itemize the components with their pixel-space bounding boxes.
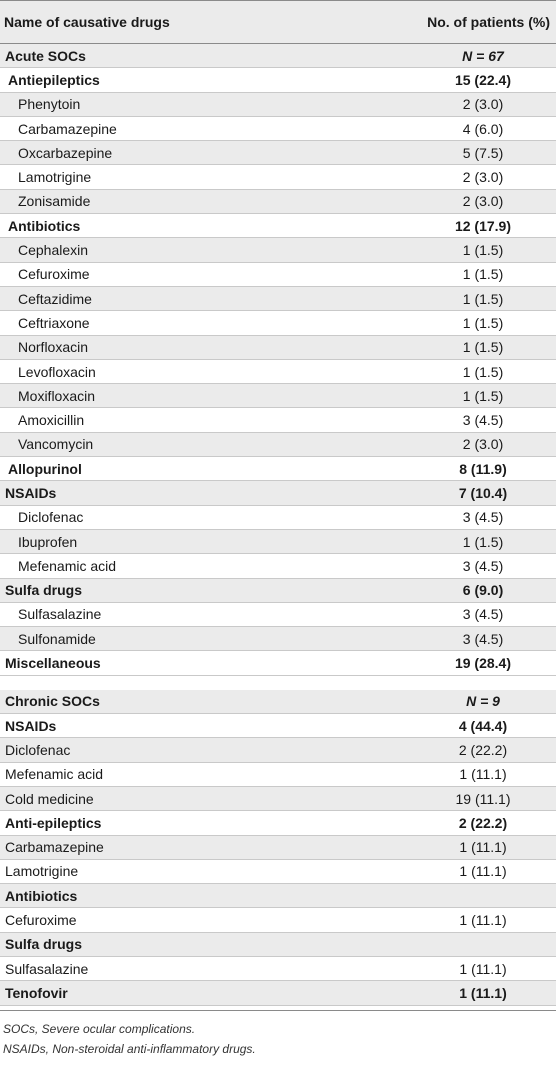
drug-label: Zonisamide: [18, 193, 91, 210]
drug-label: Vancomycin: [18, 436, 94, 453]
drug-label: Mefenamic acid: [18, 557, 117, 574]
drug-value: 2 (3.0): [462, 193, 504, 210]
category-label: Sulfa drugs: [5, 582, 83, 599]
table-row: [0, 627, 556, 651]
drug-label: Sulfasalazine: [18, 606, 102, 623]
category-label: Sulfa drugs: [5, 936, 83, 953]
table-footnotes: [0, 1010, 556, 1059]
section-row-chronic: [0, 690, 556, 714]
drug-label: Sulfasalazine: [5, 960, 89, 977]
drug-label: Mefenamic acid: [5, 766, 104, 783]
drug-label: Cold medicine: [5, 790, 94, 807]
category-label: Allopurinol: [8, 460, 82, 477]
drug-value: 19 (11.1): [455, 790, 511, 807]
category-row: [0, 481, 556, 505]
table-row: [0, 860, 556, 884]
drug-value: 1 (1.5): [462, 533, 504, 550]
category-value: 2 (22.2): [458, 814, 508, 831]
drug-value: 4 (6.0): [462, 120, 504, 137]
drug-label: Carbamazepine: [18, 120, 117, 137]
drug-value: 1 (1.5): [462, 242, 504, 259]
drug-label: Sulfonamide: [18, 630, 96, 647]
drug-value: 1 (1.5): [462, 387, 504, 404]
drug-value: 2 (3.0): [462, 96, 504, 113]
drug-label: Ibuprofen: [18, 533, 78, 550]
drug-value: 2 (22.2): [458, 741, 508, 758]
drug-label: Amoxicillin: [18, 412, 85, 429]
section-title: Chronic SOCs: [5, 693, 100, 710]
drug-label: Diclofenac: [5, 741, 71, 758]
drug-label: Cephalexin: [18, 242, 89, 259]
table-row: [0, 530, 556, 554]
category-label: NSAIDs: [5, 484, 57, 501]
table-row: [0, 165, 556, 189]
category-value: 8 (11.9): [459, 460, 507, 477]
section-row-acute: [0, 44, 556, 68]
drug-value: 2 (3.0): [462, 169, 504, 186]
category-value: 12 (17.9): [454, 217, 512, 234]
drug-value: 3 (4.5): [462, 412, 504, 429]
category-value: 15 (22.4): [454, 71, 512, 88]
table-row: [0, 763, 556, 787]
drug-value: 2 (3.0): [462, 436, 504, 453]
category-row: [0, 884, 556, 908]
table-row: [0, 787, 556, 811]
table-row: [0, 93, 556, 117]
drug-label: Ceftazidime: [18, 290, 92, 307]
category-row: [0, 457, 556, 481]
drug-label: Phenytoin: [18, 96, 81, 113]
table-row: [0, 836, 556, 860]
category-label: Anti-epileptics: [5, 814, 102, 831]
drug-value: 1 (1.5): [462, 339, 504, 356]
table-row: [0, 238, 556, 262]
drug-label: Cefuroxime: [18, 266, 90, 283]
drug-value: 1 (1.5): [462, 290, 504, 307]
table-row: [0, 433, 556, 457]
section-gap: [0, 676, 556, 690]
section-n: N = 9: [466, 693, 500, 710]
category-label: Antiepileptics: [8, 71, 100, 88]
table-row: [0, 336, 556, 360]
drug-label: Carbamazepine: [5, 839, 104, 856]
table-row: [0, 408, 556, 432]
section-n: N = 67: [462, 47, 504, 64]
drug-value: 1 (1.5): [462, 314, 504, 331]
category-row: [0, 68, 556, 92]
drug-value: 3 (4.5): [462, 606, 504, 623]
category-row: [0, 214, 556, 238]
table-row: [0, 603, 556, 627]
header-drug-name: Name of causative drugs: [4, 14, 170, 30]
footnote: SOCs, Severe ocular complications.: [3, 1021, 196, 1036]
category-row: [0, 933, 556, 957]
drug-value: 3 (4.5): [462, 630, 504, 647]
drug-label: Levofloxacin: [18, 363, 96, 380]
drug-label: Diclofenac: [18, 509, 84, 526]
table-row: [0, 384, 556, 408]
category-label: Tenofovir: [5, 984, 68, 1001]
table-row: [0, 287, 556, 311]
table-row: [0, 506, 556, 530]
table-row: [0, 263, 556, 287]
section-title: Acute SOCs: [5, 47, 86, 64]
category-label: NSAIDs: [5, 717, 57, 734]
drug-value: 3 (4.5): [462, 557, 504, 574]
footnote: NSAIDs, Non-steroidal anti-inflammatory drugs.: [3, 1041, 256, 1056]
category-row: [0, 579, 556, 603]
drug-value: 1 (1.5): [462, 363, 504, 380]
category-value: 7 (10.4): [458, 484, 508, 501]
category-value: 1 (11.1): [459, 984, 507, 1001]
table-row: [0, 957, 556, 981]
drug-label: Moxifloxacin: [18, 387, 96, 404]
table-header: [0, 0, 556, 44]
drug-label: Lamotrigine: [5, 863, 79, 880]
drug-value: 5 (7.5): [462, 144, 504, 161]
header-patient-count: No. of patients (%): [427, 14, 550, 30]
table-row: [0, 190, 556, 214]
table-row: [0, 117, 556, 141]
drug-value: 1 (1.5): [462, 266, 504, 283]
table-row: [0, 141, 556, 165]
drug-value: 1 (11.1): [459, 766, 507, 783]
drug-label: Cefuroxime: [5, 912, 77, 929]
category-label: Antibiotics: [8, 217, 81, 234]
table-row: [0, 360, 556, 384]
category-value: 19 (28.4): [454, 655, 512, 672]
category-value: 4 (44.4): [458, 717, 508, 734]
drug-label: Oxcarbazepine: [18, 144, 113, 161]
drug-value: 3 (4.5): [462, 509, 504, 526]
category-value: 6 (9.0): [462, 582, 504, 599]
table-row: [0, 311, 556, 335]
table-row: [0, 908, 556, 932]
drug-label: Norfloxacin: [18, 339, 89, 356]
drug-label: Ceftriaxone: [18, 314, 90, 331]
table-row: [0, 554, 556, 578]
drug-value: 1 (11.1): [459, 863, 507, 880]
drug-label: Lamotrigine: [18, 169, 92, 186]
drug-value: 1 (11.1): [459, 839, 507, 856]
drug-value: 1 (11.1): [459, 912, 507, 929]
table-row: [0, 738, 556, 762]
category-label: Antibiotics: [5, 887, 78, 904]
category-label: Miscellaneous: [5, 655, 101, 672]
category-row: [0, 714, 556, 738]
category-row: [0, 811, 556, 835]
category-row: [0, 981, 556, 1005]
drug-value: 1 (11.1): [459, 960, 507, 977]
category-row: [0, 651, 556, 675]
